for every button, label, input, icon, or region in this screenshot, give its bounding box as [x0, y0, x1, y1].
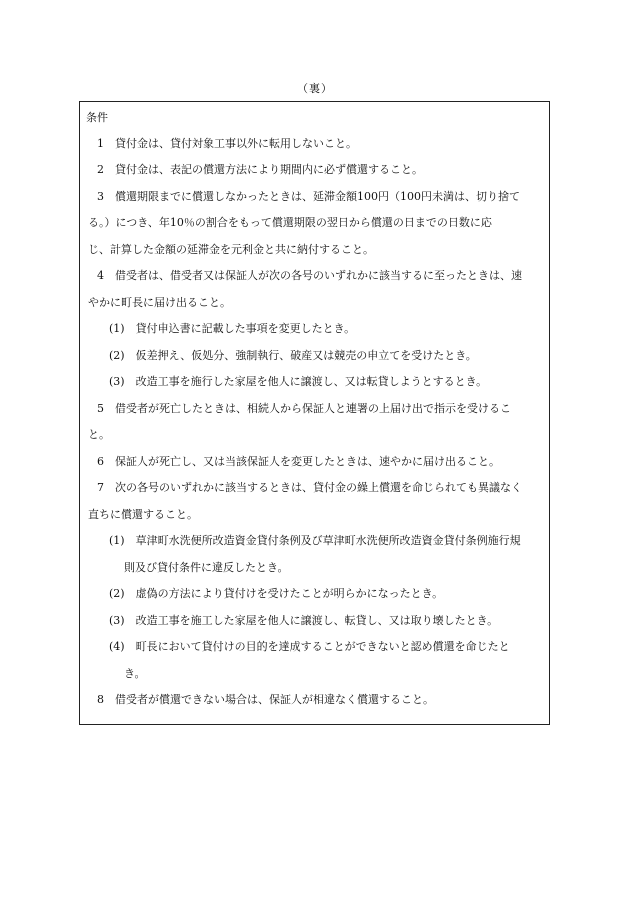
condition-line: 1 貸付金は、貸付対象工事以外に転用しないこと。: [97, 137, 357, 150]
condition-line: 7 次の各号のいずれかに該当するときは、貸付金の繰上償還を命じられても異議なく: [97, 481, 522, 494]
condition-line: じ、計算した金額の延滞金を元利金と共に納付すること。: [88, 243, 374, 256]
conditions-heading: 条件: [86, 111, 108, 124]
condition-line: 6 保証人が死亡し、又は当該保証人を変更したときは、速やかに届け出ること。: [97, 455, 500, 468]
condition-line: 則及び貸付条件に違反したとき。: [124, 561, 289, 574]
condition-line: き。: [124, 667, 146, 680]
condition-line: (2) 虚偽の方法により貸付けを受けたことが明らかになったとき。: [109, 587, 444, 600]
condition-line: 直ちに償還すること。: [88, 508, 198, 521]
condition-line: (2) 仮差押え、仮処分、強制執行、破産又は競売の申立てを受けたとき。: [109, 349, 477, 362]
condition-line: る。）につき、年10％の割合をもって償還期限の翌日から償還の日までの日数に応: [88, 216, 492, 229]
conditions-box: [79, 101, 550, 725]
condition-line: 3 償還期限までに償還しなかったときは、延滞金額100円（100円未満は、切り捨て: [97, 190, 520, 203]
condition-line: やかに町長に届け出ること。: [88, 296, 231, 309]
condition-line: (1) 貸付申込書に記載した事項を変更したとき。: [109, 322, 356, 335]
condition-line: 5 借受者が死亡したときは、相続人から保証人と連署の上届け出で指示を受けるこ: [97, 402, 511, 415]
condition-line: 4 借受者は、借受者又は保証人が次の各号のいずれかに該当するに至ったときは、速: [97, 269, 522, 282]
condition-line: (1) 草津町水洗便所改造資金貸付条例及び草津町水洗便所改造資金貸付条例施行規: [109, 534, 521, 547]
condition-line: 8 借受者が償還できない場合は、保証人が相違なく償還すること。: [97, 693, 434, 706]
condition-line: と。: [88, 428, 110, 441]
condition-line: (4) 町長において貸付けの目的を達成することができないと認め償還を命じたと: [109, 640, 510, 653]
condition-line: (3) 改造工事を施行した家屋を他人に譲渡し、又は転貸しようとするとき。: [109, 375, 488, 388]
condition-line: 2 貸付金は、表記の償還方法により期間内に必ず償還すること。: [97, 163, 423, 176]
condition-line: (3) 改造工事を施工した家屋を他人に譲渡し、転貸し、又は取り壊したとき。: [109, 614, 499, 627]
page-title: （裏）: [297, 82, 333, 95]
